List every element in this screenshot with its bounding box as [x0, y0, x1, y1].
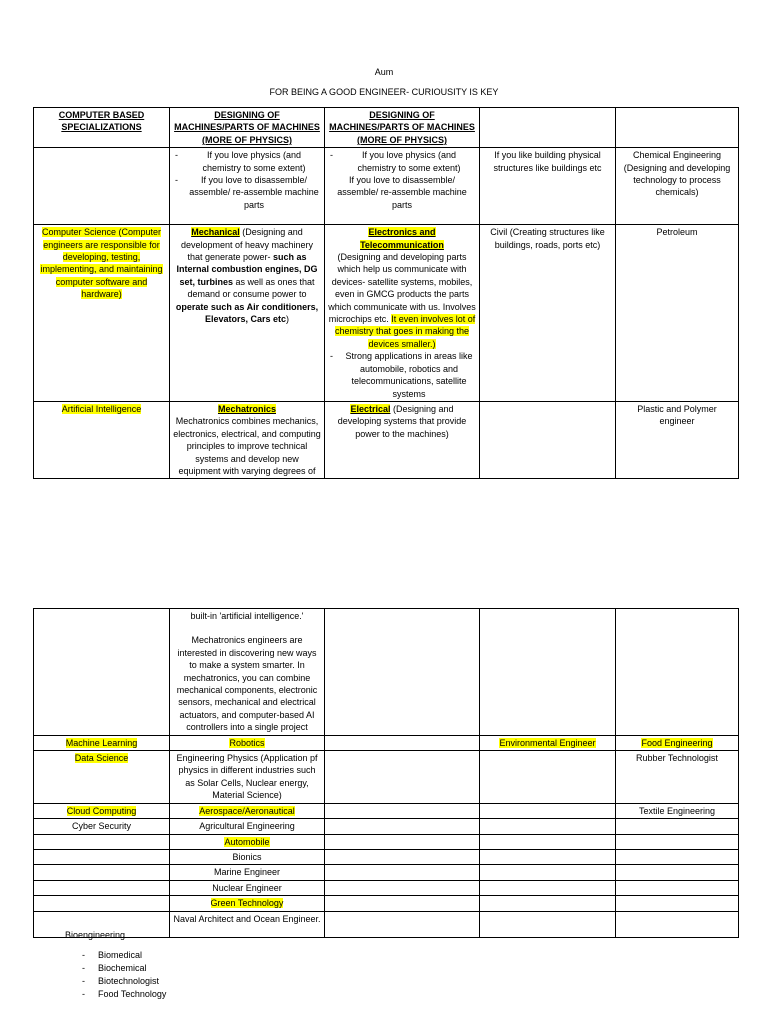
- empty-cell: [325, 735, 480, 750]
- empty-cell: [34, 849, 170, 864]
- mechatronics-cell: Mechatronics Mechatronics combines mechanics, electronics, electrical, and computing principles to improve technical systems and develop new equipment with varying degrees of: [170, 401, 325, 478]
- plastic-cell: Plastic and Polymer engineer: [616, 401, 739, 478]
- mechatronics-cont-cell: built-in 'artificial intelligence.' Mechatronics engineers are interested in discovering new ways to make a system smarter. In mechatronics, you can combine mechanical components, electronic sensors, mechanical and electrical actuators, and computer-based AI controllers into a single project: [170, 609, 325, 736]
- empty-cell: [480, 401, 616, 478]
- empty-cell: [325, 609, 480, 736]
- naval-cell: Naval Architect and Ocean Engineer.: [170, 911, 325, 937]
- electrical-cell: Electrical (Designing and developing systems that provide power to the machines): [325, 401, 480, 478]
- empty-cell: [480, 896, 616, 911]
- auto-cell: Automobile: [170, 834, 325, 849]
- list-item: - If you love physics (and chemistry to some extent): [328, 149, 476, 174]
- list-item: - If you love to disassemble/ assemble/ re-assemble machine parts: [173, 174, 321, 211]
- intro-cell-5: Chemical Engineering (Designing and developing technology to process chemicals): [616, 148, 739, 225]
- empty-cell: [325, 751, 480, 804]
- empty-cell: [480, 911, 616, 937]
- col-header-empty-5: [616, 108, 739, 148]
- empty-cell: [480, 803, 616, 818]
- empty-cell: [480, 865, 616, 880]
- marine-cell: Marine Engineer: [170, 865, 325, 880]
- empty-cell: [325, 819, 480, 834]
- header-aum: Aum: [374, 67, 394, 77]
- electronics-title: Electronics and Telecommunication: [360, 227, 444, 250]
- empty-cell: [480, 849, 616, 864]
- col-header-empty-4: [480, 108, 616, 148]
- bioengineering-heading: Bioengineering: [65, 930, 126, 940]
- food-eng-cell: Food Engineering: [616, 735, 739, 750]
- empty-cell: [325, 803, 480, 818]
- list-item: - Biochemical: [65, 962, 166, 975]
- intro-cell-2: [170, 148, 325, 225]
- empty-cell: [325, 834, 480, 849]
- civil-cell: Civil (Creating structures like buildings, roads, ports etc): [480, 225, 616, 402]
- cyber-cell: Cyber Security: [34, 819, 170, 834]
- bioengineering-list: [65, 949, 166, 1001]
- col-header-machines-1: DESIGNING OF MACHINES/PARTS OF MACHINES (MORE OF PHYSICS): [170, 108, 325, 148]
- empty-cell: [34, 834, 170, 849]
- list-item: - If you love physics (and chemistry to some extent): [173, 149, 321, 174]
- empty-cell: [325, 880, 480, 895]
- green-cell: Green Technology: [170, 896, 325, 911]
- empty-cell: [480, 834, 616, 849]
- empty-cell: [616, 834, 739, 849]
- intro-cell-1: [34, 148, 170, 225]
- list-item: - Biomedical: [65, 949, 166, 962]
- empty-cell: [616, 849, 739, 864]
- empty-cell: [34, 865, 170, 880]
- nuclear-cell: Nuclear Engineer: [170, 880, 325, 895]
- list-item: - Food Technology: [65, 988, 166, 1001]
- ds-cell: Data Science: [34, 751, 170, 804]
- intro-cell-3: [325, 148, 480, 225]
- textile-cell: Textile Engineering: [616, 803, 739, 818]
- intro-cont: If you love to disassemble/ assemble/ re-assemble machine parts: [337, 175, 467, 210]
- petroleum-cell: Petroleum: [616, 225, 739, 402]
- empty-cell: [34, 880, 170, 895]
- list-item: - Strong applications in areas like automobile, robotics and telecommunications, satellite systems: [328, 350, 476, 400]
- mechanical-title: Mechanical: [191, 227, 240, 238]
- empty-cell: [480, 880, 616, 895]
- empty-cell: [325, 865, 480, 880]
- bioengineering-section: [65, 929, 166, 1001]
- eng-physics-cell: Engineering Physics (Application pf physics in different industries such as Solar Cells, Nuclear energy, Material Science): [170, 751, 325, 804]
- empty-cell: [34, 609, 170, 736]
- col-header-machines-2: DESIGNING OF MACHINES/PARTS OF MACHINES (MORE OF PHYSICS): [325, 108, 480, 148]
- col-header-computer: COMPUTER BASED SPECIALIZATIONS: [34, 108, 170, 148]
- empty-cell: [480, 819, 616, 834]
- empty-cell: [480, 751, 616, 804]
- electronics-cell: Electronics and Telecommunication (Designing and developing parts which help us communicate with devices- satellite systems, mobiles, even in GMCG products the parts which communicate with us. Involves microchips etc. It even involves lot of chemistry that goes in making the devices smaller.) - Strong applications in areas like automobile, robotics and telecommunications, satellite systems: [325, 225, 480, 402]
- cloud-cell: Cloud Computing: [34, 803, 170, 818]
- electrical-title: Electrical: [350, 403, 391, 414]
- mechatronics-title: Mechatronics: [217, 403, 277, 414]
- empty-cell: [616, 880, 739, 895]
- empty-cell: [616, 896, 739, 911]
- ai-cell: Artificial Intelligence: [34, 401, 170, 478]
- env-cell: Environmental Engineer: [480, 735, 616, 750]
- rubber-cell: Rubber Technologist: [616, 751, 739, 804]
- empty-cell: [616, 819, 739, 834]
- empty-cell: [325, 911, 480, 937]
- empty-cell: [325, 849, 480, 864]
- list-item: - Biotechnologist: [65, 975, 166, 988]
- intro-cell-4: If you like building physical structures like buildings etc: [480, 148, 616, 225]
- empty-cell: [616, 609, 739, 736]
- aero-cell: Aerospace/Aeronautical: [170, 803, 325, 818]
- empty-cell: [480, 609, 616, 736]
- specializations-table-bottom: [33, 608, 739, 938]
- empty-cell: [616, 911, 739, 937]
- empty-cell: [325, 896, 480, 911]
- robotics-cell: Robotics: [170, 735, 325, 750]
- agri-cell: Agricultural Engineering: [170, 819, 325, 834]
- computer-science-cell: Computer Science (Computer engineers are responsible for developing, testing, implementing, and maintaining computer software and hardware): [34, 225, 170, 402]
- ml-cell: Machine Learning: [34, 735, 170, 750]
- page-title: FOR BEING A GOOD ENGINEER- CURIOUSITY IS KEY: [269, 87, 499, 97]
- bionics-cell: Bionics: [170, 849, 325, 864]
- mechanical-cell: Mechanical (Designing and development of heavy machinery that generate power- such as Internal combustion engines, DG set, turbines as well as ones that demand or consume power to operate such as Air conditioners, Elevators, Cars etc): [170, 225, 325, 402]
- empty-cell: [616, 865, 739, 880]
- specializations-table-top: [33, 107, 739, 479]
- empty-cell: [34, 896, 170, 911]
